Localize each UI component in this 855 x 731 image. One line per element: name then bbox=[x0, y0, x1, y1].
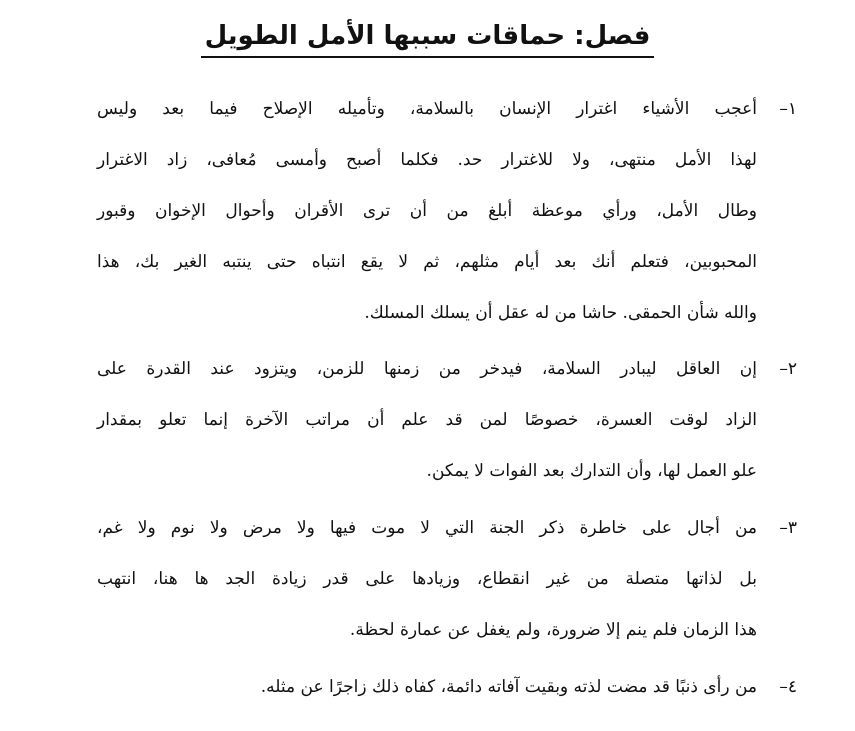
paragraph-number: ١– bbox=[779, 99, 797, 119]
paragraph-line: والله شأن الحمقى. حاشا من له عقل أن يسلك المسلك. bbox=[364, 303, 757, 323]
paragraph-3 bbox=[97, 503, 797, 656]
chapter-title bbox=[0, 14, 855, 58]
paragraph-line: هذا الزمان فلم ينم إلا ضرورة، ولم يغفل عن عمارة لحظة. bbox=[349, 620, 757, 640]
paragraph-line: علو العمل لها، وأن التدارك بعد الفوات لا يمكن. bbox=[426, 461, 757, 481]
paragraph-line: من أجال على خاطرة ذكر الجنة التي لا موت فيها ولا مرض ولا نوم ولا غم، bbox=[97, 518, 757, 538]
paragraph-line: من رأى ذنبًا قد مضت لذته وبقيت آفاته دائمة، كفاه ذلك زاجرًا عن مثله. bbox=[260, 677, 757, 697]
chapter-title-text: فصل: حماقات سببها الأمل الطويل bbox=[201, 16, 655, 58]
paragraph-line: لهذا الأمل منتهى، ولا للاغترار حد. فكلما أصبح وأمسى مُعافى، زاد الاغترار bbox=[97, 150, 757, 170]
paragraph-line: بل لذاتها متصلة من غير انقطاع، وزيادها على قدر زيادة الجد ها هنا، انتهب bbox=[97, 569, 757, 589]
paragraph-line: المحبوبين، فتعلم أنك بعد أيام مثلهم، ثم لا يقع انتباه حتى ينتبه الغير بك، هذا bbox=[97, 252, 757, 272]
paragraph-line: وطال الأمل، ورأي موعظة أبلغ من أن ترى الأقران وأحوال الإخوان وقبور bbox=[97, 201, 757, 221]
paragraph-line: أعجب الأشياء اغترار الإنسان بالسلامة، وتأميله الإصلاح فيما بعد وليس bbox=[97, 99, 757, 119]
paragraph-1 bbox=[97, 84, 797, 339]
paragraph-line: الزاد لوقت العسرة، خصوصًا لمن قد علم أن مراتب الآخرة إنما تعلو بمقدار bbox=[97, 410, 757, 430]
paragraph-2 bbox=[97, 344, 797, 497]
paragraph-4 bbox=[97, 662, 797, 713]
paragraph-number: ٤– bbox=[779, 677, 797, 697]
paragraph-line: إن العاقل ليبادر السلامة، فيدخر من زمنها للزمن، ويتزود عند القدرة على bbox=[97, 359, 757, 379]
paragraph-number: ٢– bbox=[779, 359, 797, 379]
paragraph-number: ٣– bbox=[779, 518, 797, 538]
